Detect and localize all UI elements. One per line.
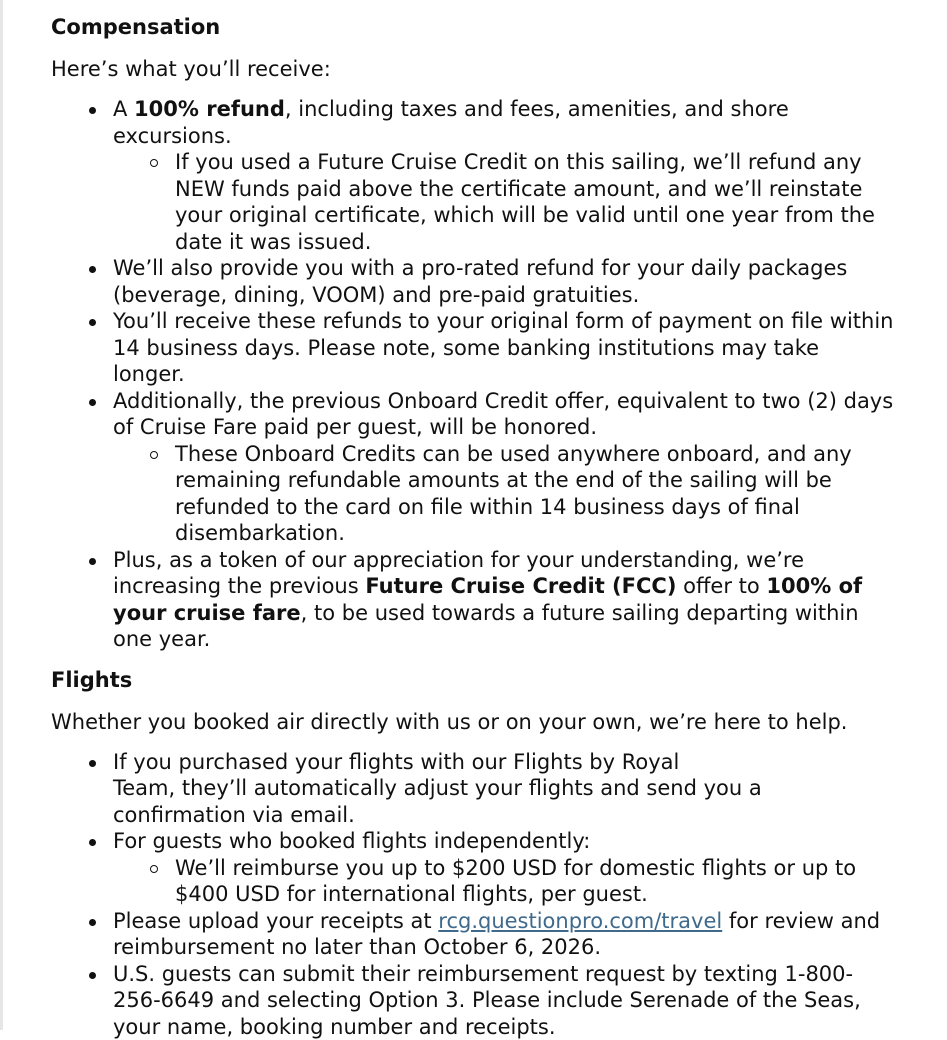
list-item-onboard-credit-usage: These Onboard Credits can be used anywhere onboard, and any remaining refundable amounts at the end of the sailing will be refunded to the card on file within 14 business days of final disembarkation. [113, 441, 896, 547]
list-item-future-cruise-credit [51, 547, 896, 653]
left-border [0, 0, 3, 1030]
list-item-flights-by-royal [51, 749, 896, 829]
upload-prefix: Please upload your receipts at [113, 909, 438, 933]
list-item-text-reimbursement: U.S. guests can submit their reimbursement request by texting 1-800-256-6649 and selecting Option 3. Please include Serenade of the Seas, your name, booking number and receipts. [51, 961, 896, 1040]
fcc-mid: offer to [676, 574, 766, 598]
receipts-upload-link[interactable]: rcg.questionpro.com/travel [438, 909, 722, 933]
refund-details: , including taxes and fees, amenities, and shore excursions. [113, 97, 789, 148]
fcc-amount: 100% of your cruise fare [113, 574, 862, 625]
flights-intro: Whether you booked air directly with us or on your own, we’re here to help. [51, 707, 896, 737]
fcc-name: Future Cruise Credit (FCC) [365, 574, 676, 598]
compensation-intro: Here’s what you’ll receive: [51, 54, 896, 84]
list-item-fcc-refund: If you used a Future Cruise Credit on this sailing, we’ll refund any NEW funds paid above the certificate amount, and we’ll reinstate your original certificate, which will be valid until one year from the date it was issued. [113, 149, 896, 255]
independent-flights-sublist [113, 855, 896, 908]
refund-sublist [113, 149, 896, 255]
list-item-reimbursement-amounts: We’ll reimburse you up to $200 USD for domestic flights or up to $400 USD for international flights, per guest. [113, 855, 896, 908]
compensation-heading: Compensation [51, 12, 896, 42]
email-body [51, 12, 896, 1040]
flights-by-royal-line2: Team, they’ll automatically adjust your flights and send you a confirmation via email. [113, 776, 762, 827]
fcc-prefix: Plus, as a token of our appreciation for your understanding, we’re increasing the previous [113, 548, 804, 599]
independent-flights-text: For guests who booked flights independently: [113, 829, 590, 853]
list-item-refund-timing: You’ll receive these refunds to your original form of payment on file within 14 business days. Please note, some banking institutions may take longer. [51, 308, 896, 388]
refund-prefix: A [113, 97, 134, 121]
list-item-independent-flights [51, 828, 896, 908]
upload-suffix: for review and reimbursement no later than October 6, 2026. [113, 909, 880, 960]
compensation-list [51, 96, 896, 653]
flights-by-royal-line1: If you purchased your flights with our Flights by Royal [113, 750, 679, 774]
list-item-prorated-refund: We’ll also provide you with a pro-rated refund for your daily packages (beverage, dining, VOOM) and pre-paid gratuities. [51, 255, 896, 308]
refund-amount: 100% refund [134, 97, 285, 121]
onboard-credit-sublist [113, 441, 896, 547]
list-item-refund [51, 96, 896, 255]
list-item-onboard-credit [51, 388, 896, 547]
flights-heading: Flights [51, 665, 896, 695]
fcc-suffix: , to be used towards a future sailing departing within one year. [113, 601, 859, 652]
flights-list [51, 749, 896, 1040]
list-item-upload-receipts [51, 908, 896, 961]
section-spacer [51, 653, 896, 665]
onboard-credit-text: Additionally, the previous Onboard Credit offer, equivalent to two (2) days of Cruise Fare paid per guest, will be honored. [113, 389, 893, 440]
